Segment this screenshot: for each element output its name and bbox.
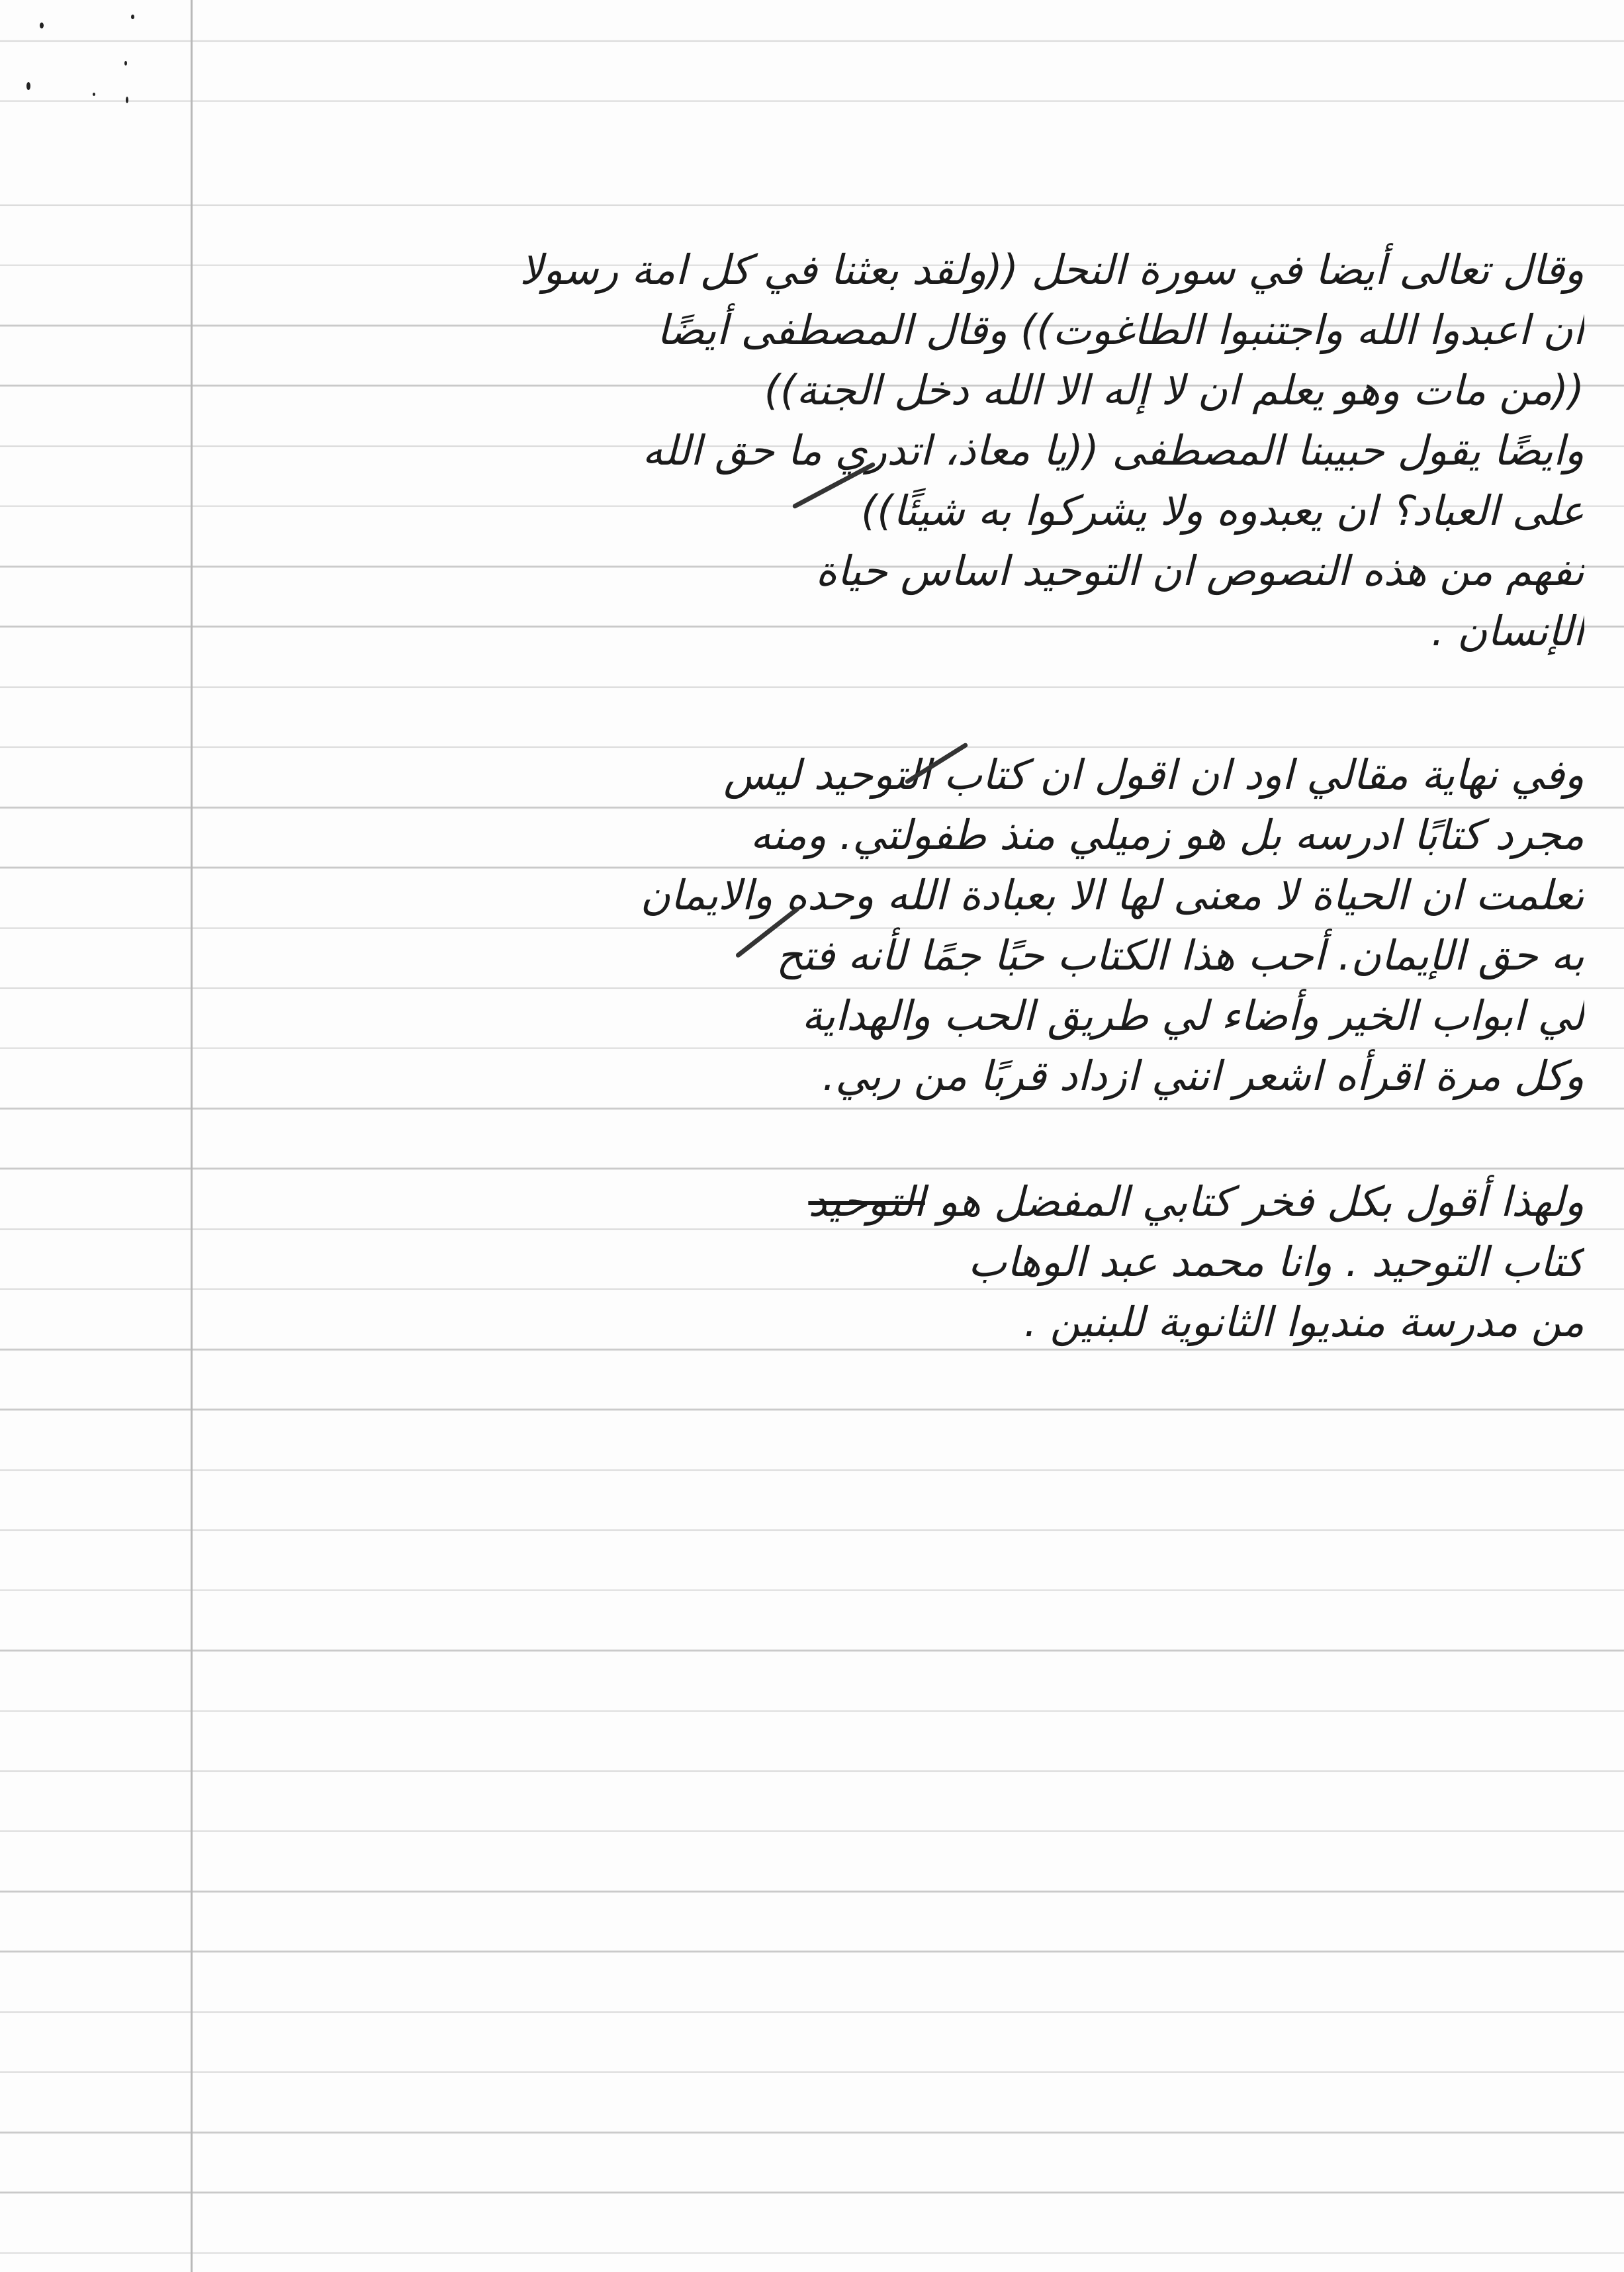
text-line: وفي نهاية مقالي اود ان اقول ان كتاب التوحيد ليس [723,750,1584,799]
struck-word: التوحيد [808,1177,925,1226]
text-line: به حق الإيمان. أحب هذا الكتاب حبًا جمًا لأنه فتح [776,931,1584,979]
text-line: وقال تعالى أيضا في سورة النحل ((ولقد بعثنا في كل امة رسولا [519,246,1584,294]
text-line: مجرد كتابًا ادرسه بل هو زميلي منذ طفولتي. ومنه [750,811,1584,859]
text-line: من مدرسة منديوا الثانوية للبنين . [1024,1298,1584,1346]
text-line: نفهم من هذه النصوص ان التوحيد اساس حياة [815,547,1584,595]
text-line: على العباد؟ ان يعبدوه ولا يشركوا به شيئًا)) [861,486,1584,535]
ink-speck [40,23,44,28]
ink-speck [93,93,95,96]
paragraph-3 [161,1171,1584,1352]
text-line: الإنسان . [1431,607,1584,655]
ink-speck [26,82,30,90]
text-line: وكل مرة اقرأه اشعر انني ازداد قربًا من ربي. [822,1052,1584,1100]
ink-speck [124,61,127,66]
text-line: لي ابواب الخير وأضاء لي طريق الحب والهداية [801,991,1584,1040]
paragraph-1 [208,240,1584,661]
ink-speck [131,15,134,19]
line-text: ولهذا أقول بكل فخر كتابي المفضل هو [925,1177,1584,1226]
text-line: ((من مات وهو يعلم ان لا إله الا الله دخل الجنة)) [764,366,1584,414]
text-line: وايضًا يقول حبيبنا المصطفى ((يا معاذ، اتدري ما حق الله [642,426,1584,475]
text-line [161,1171,1584,1232]
paragraph-2 [208,745,1584,1106]
margin-line [191,0,193,2272]
text-line: ان اعبدوا الله واجتنبوا الطاغوت)) وقال المصطفى أيضًا [656,306,1584,354]
ink-speck [126,97,128,103]
text-line: تعلمت ان الحياة لا معنى لها الا بعبادة الله وحده والايمان [640,871,1584,919]
text-line: كتاب التوحيد . وانا محمد عبد الوهاب [968,1238,1584,1286]
